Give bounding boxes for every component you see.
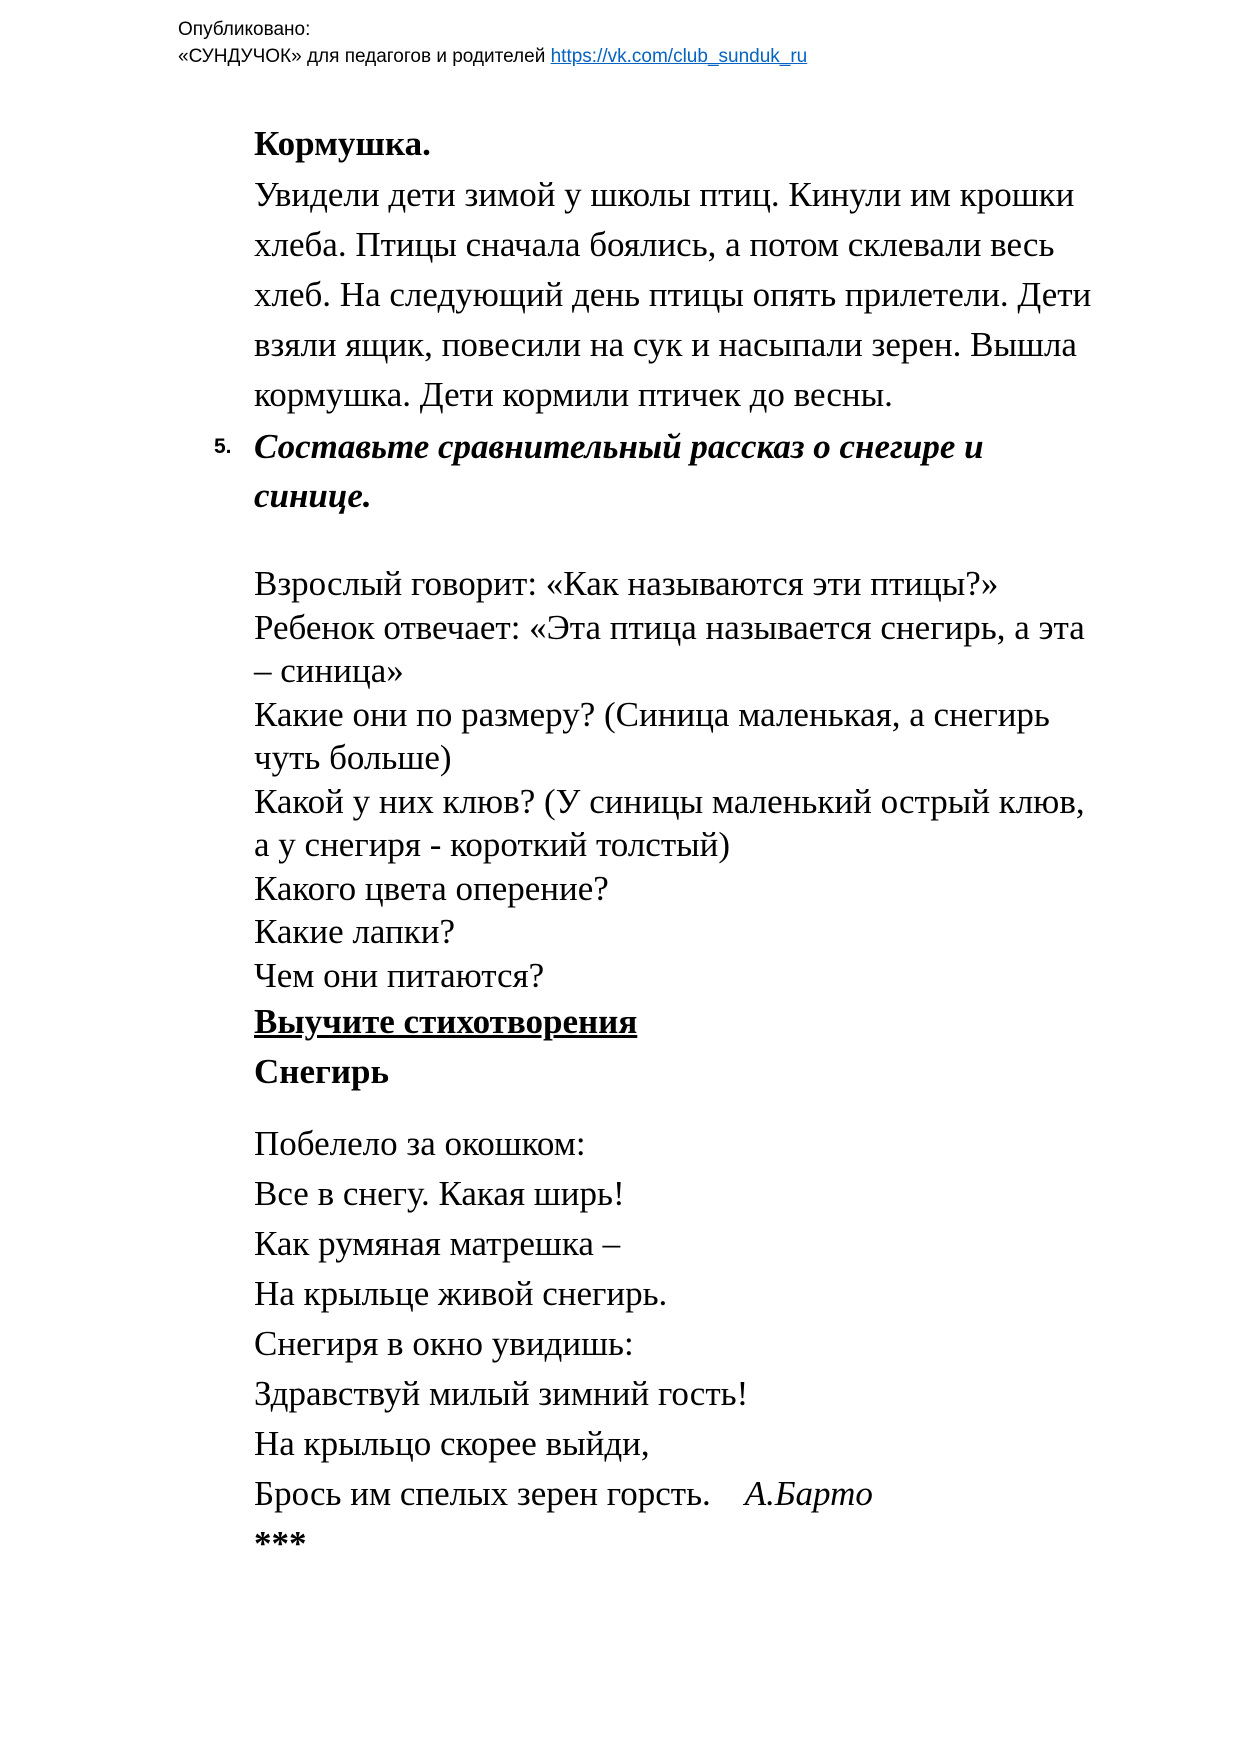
document-body bbox=[214, 118, 1194, 1569]
dialog-line: Какие они по размеру? (Синица маленькая, а снегирь bbox=[254, 694, 1050, 734]
learn-heading: Выучите стихотворения bbox=[254, 1002, 638, 1041]
story-title: Кормушка. bbox=[254, 124, 431, 163]
story-line: хлеб. На следующий день птицы опять прилетели. Дети bbox=[254, 275, 1092, 314]
dialog-line: Чем они питаются? bbox=[254, 955, 545, 995]
poem-line: Снегиря в окно увидишь: bbox=[254, 1324, 634, 1363]
poem-line: На крыльцо скорее выйди, bbox=[254, 1424, 650, 1463]
dialog-line: Ребенок отвечает: «Эта птица называется снегирь, а эта bbox=[254, 607, 1085, 647]
dialog-line: Какой у них клюв? (У синицы маленький острый клюв, bbox=[254, 781, 1085, 821]
poem-author: А.Барто bbox=[744, 1474, 873, 1513]
dialog-line: Какие лапки? bbox=[254, 912, 455, 951]
story-line: хлеба. Птицы сначала боялись, а потом склевали весь bbox=[254, 225, 1055, 264]
task-item bbox=[214, 422, 1194, 520]
story-line: кормушка. Дети кормили птичек до весны. bbox=[254, 375, 893, 414]
poem-line: Побелело за окошком: bbox=[254, 1124, 586, 1163]
story-section bbox=[254, 118, 1194, 420]
poem-line: Как румяная матрешка – bbox=[254, 1224, 621, 1263]
poem-last-line bbox=[254, 1469, 1194, 1519]
story-line: Увидели дети зимой у школы птиц. Кинули им крошки bbox=[254, 175, 1075, 214]
task-line: синице. bbox=[254, 476, 372, 515]
dialog-line: а у снегиря - короткий толстый) bbox=[254, 825, 731, 864]
dialog-line: чуть больше) bbox=[254, 738, 452, 777]
vk-link[interactable]: https://vk.com/club_sunduk_ru bbox=[550, 46, 808, 67]
publisher-name: «СУНДУЧОК» для педагогов и родителей bbox=[178, 46, 551, 67]
published-label: Опубликовано: bbox=[178, 19, 311, 40]
publisher-line bbox=[178, 43, 807, 70]
task-number: 5. bbox=[214, 435, 232, 458]
section-separator: *** bbox=[254, 1524, 307, 1563]
dialog-section bbox=[254, 562, 1194, 997]
dialog-line: Какого цвета оперение? bbox=[254, 868, 609, 908]
page-header bbox=[178, 16, 807, 70]
poem-line: Здравствуй милый зимний гость! bbox=[254, 1374, 749, 1413]
story-line: взяли ящик, повесили на сук и насыпали зерен. Вышла bbox=[254, 325, 1077, 364]
poem-line: На крыльце живой снегирь. bbox=[254, 1274, 668, 1313]
poem-body bbox=[254, 1119, 1194, 1519]
poem-line: Брось им спелых зерен горсть. bbox=[254, 1474, 711, 1513]
task-line: Составьте сравнительный рассказ о снегире и bbox=[254, 427, 984, 466]
poem-title: Снегирь bbox=[254, 1052, 390, 1091]
dialog-line: – синица» bbox=[254, 651, 404, 690]
dialog-line: Взрослый говорит: «Как называются эти птицы?» bbox=[254, 564, 999, 603]
poem-line: Все в снегу. Какая ширь! bbox=[254, 1174, 625, 1213]
